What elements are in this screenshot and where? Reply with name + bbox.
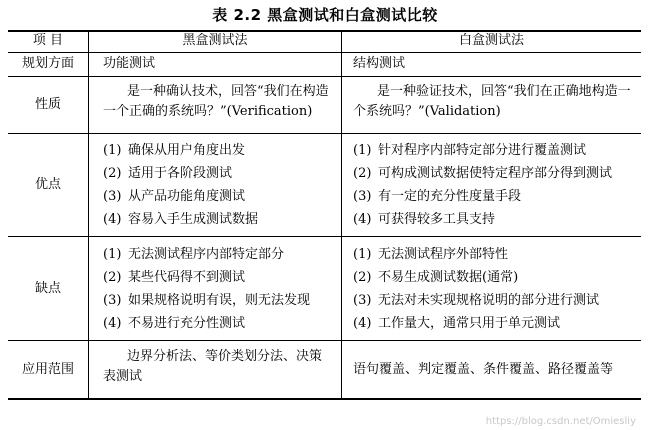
item-number: (2) <box>103 270 122 285</box>
item-number: (3) <box>353 189 372 204</box>
row-divider <box>8 340 641 341</box>
item-number: (1) <box>353 143 372 158</box>
item-number: (1) <box>103 247 122 262</box>
cons-black-list <box>103 243 333 335</box>
pros-black-list <box>103 139 333 231</box>
item-text: 有一定的充分性度量手段 <box>378 189 522 204</box>
item-number: (4) <box>353 212 372 227</box>
item-number: (4) <box>103 212 122 227</box>
item-text: 可获得较多工具支持 <box>378 212 496 227</box>
item-text: 适用于各阶段测试 <box>128 166 233 181</box>
item-number: (1) <box>103 143 122 158</box>
item-text: 某些代码得不到测试 <box>128 270 246 285</box>
nature-black: 是一种确认技术，回答“我们在构造一个正确的系统吗？”(Verification) <box>103 84 329 119</box>
item-text: 无法对未实现规格说明的部分进行测试 <box>378 293 600 308</box>
row-divider <box>8 236 641 237</box>
item-text: 容易入手生成测试数据 <box>128 212 259 227</box>
list-item <box>353 289 638 312</box>
list-item <box>353 243 638 266</box>
list-item <box>353 312 638 335</box>
list-item <box>103 185 333 208</box>
row-divider <box>8 76 641 77</box>
scope-black: 边界分析法、等价类划分法、决策表测试 <box>103 349 323 384</box>
list-item <box>103 266 333 289</box>
item-number: (2) <box>103 166 122 181</box>
row-divider <box>8 133 641 134</box>
item-text: 可构成测试数据使特定程序部分得到测试 <box>378 166 613 181</box>
list-item <box>353 162 638 185</box>
item-number: (2) <box>353 270 372 285</box>
list-item <box>353 208 638 231</box>
nature-white: 是一种验证技术，回答“我们在正确地构造一个系统吗？”(Validation) <box>353 84 631 119</box>
list-item <box>103 162 333 185</box>
column-divider <box>341 30 342 400</box>
table-caption: 表 2.2 黑盒测试和白盒测试比较 <box>212 6 438 24</box>
item-text: 工作量大，通常只用于单元测试 <box>378 316 561 331</box>
list-item <box>353 266 638 289</box>
list-item <box>103 208 333 231</box>
item-number: (3) <box>103 293 122 308</box>
row-label-cons: 缺点 <box>34 281 61 296</box>
row-label-nature: 性质 <box>34 97 61 112</box>
item-text: 不易进行充分性测试 <box>128 316 246 331</box>
scope-white: 语句覆盖、判定覆盖、条件覆盖、路径覆盖等 <box>353 362 614 377</box>
item-text: 从产品功能角度测试 <box>128 189 246 204</box>
planning-white: 结构测试 <box>353 56 406 71</box>
row-label-scope: 应用范围 <box>21 362 74 377</box>
item-number: (4) <box>103 316 122 331</box>
row-label-pros: 优点 <box>34 177 61 192</box>
item-text: 确保从用户角度出发 <box>128 143 246 158</box>
watermark: https://blog.csdn.net/Omiesliy <box>485 416 636 427</box>
item-number: (2) <box>353 166 372 181</box>
column-divider <box>88 30 89 400</box>
list-item <box>103 312 333 335</box>
header-white-box: 白盒测试法 <box>458 33 524 48</box>
list-item <box>103 243 333 266</box>
item-text: 如果规格说明有误，则无法发现 <box>128 293 311 308</box>
header-black-box: 黑盒测试法 <box>182 33 248 48</box>
row-label-planning: 规划方面 <box>21 56 74 71</box>
row-divider <box>8 52 641 53</box>
item-number: (1) <box>353 247 372 262</box>
pros-white-list <box>353 139 638 231</box>
table-bottom-rule <box>8 398 641 400</box>
planning-black: 功能测试 <box>103 56 156 71</box>
item-number: (3) <box>353 293 372 308</box>
item-text: 无法测试程序内部特定部分 <box>128 247 285 262</box>
item-text: 针对程序内部特定部分进行覆盖测试 <box>378 143 587 158</box>
list-item <box>103 139 333 162</box>
item-number: (4) <box>353 316 372 331</box>
header-item: 项 目 <box>32 33 64 48</box>
item-text: 不易生成测试数据(通常) <box>378 270 519 285</box>
cons-white-list <box>353 243 638 335</box>
item-number: (3) <box>103 189 122 204</box>
item-text: 无法测试程序外部特性 <box>378 247 509 262</box>
list-item <box>103 289 333 312</box>
list-item <box>353 185 638 208</box>
list-item <box>353 139 638 162</box>
